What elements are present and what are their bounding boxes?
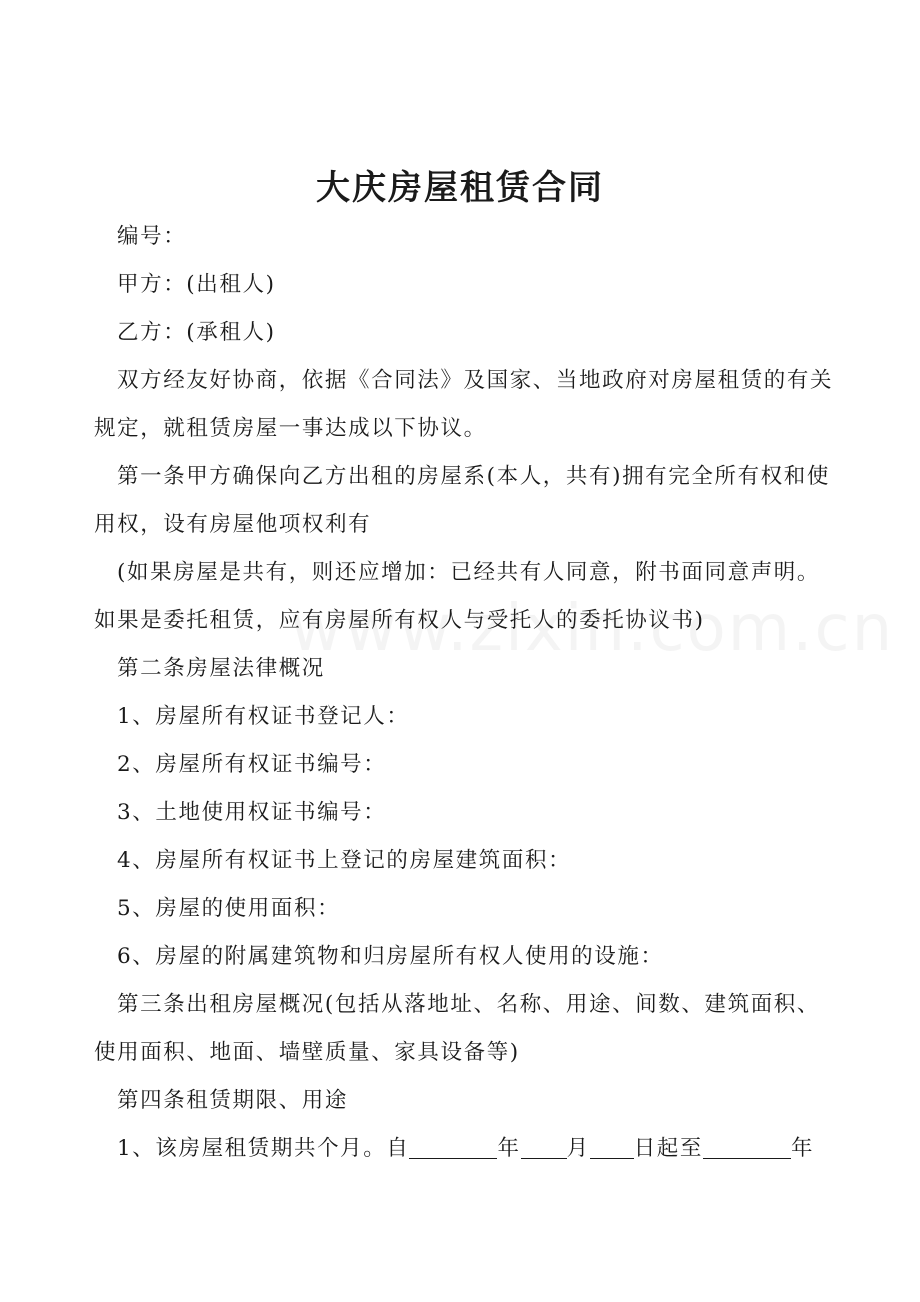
article-2-item-1: 1、房屋所有权证书登记人： [117,704,410,729]
preamble: 双方经友好协商，依据《合同法》及国家、当地政府对房屋租赁的有关规定，就租赁房屋一事达成以下协议。 [94,368,834,441]
end-year-blank[interactable] [703,1132,791,1159]
article-2-item-4: 4、房屋所有权证书上登记的房屋建筑面积： [117,848,572,873]
article-2-item-3: 3、土地使用权证书编号： [117,800,387,825]
contract-number: 编号： [117,224,187,249]
year-label-1: 年 [497,1136,521,1161]
article-2-heading: 第二条房屋法律概况 [117,656,325,681]
article-1: 第一条甲方确保向乙方出租的房屋系(本人，共有)拥有完全所有权和使用权，设有房屋他项权利有 [94,464,830,537]
party-a: 甲方：(出租人) [117,272,276,297]
start-year-blank[interactable] [409,1132,497,1159]
document-body [94,213,834,1173]
document-title: 大庆房屋租赁合同 [316,168,604,208]
day-start-label: 日起至 [633,1136,704,1161]
article-2-item-6: 6、房屋的附属建筑物和归房屋所有权人使用的设施： [117,944,664,969]
article-2-item-5: 5、房屋的使用面积： [117,896,341,921]
lease-term-prefix: 1、该房屋租赁期共个月。自 [117,1136,410,1161]
lease-term-line [94,1125,834,1173]
start-day-blank[interactable] [590,1132,634,1159]
article-2-item-2: 2、房屋所有权证书编号： [117,752,387,777]
month-label-1: 月 [566,1136,590,1161]
article-1-note: (如果房屋是共有，则还应增加：已经共有人同意，附书面同意声明。如果是委托租赁，应有房屋所有权人与受托人的委托协议书) [94,560,820,633]
article-4-heading: 第四条租赁期限、用途 [117,1088,349,1113]
start-month-blank[interactable] [521,1132,567,1159]
party-b: 乙方：(承租人) [117,320,276,345]
article-3: 第三条出租房屋概况(包括从落地址、名称、用途、间数、建筑面积、使用面积、地面、墙壁质量、家具设备等) [94,992,820,1065]
year-label-2: 年 [791,1136,815,1161]
